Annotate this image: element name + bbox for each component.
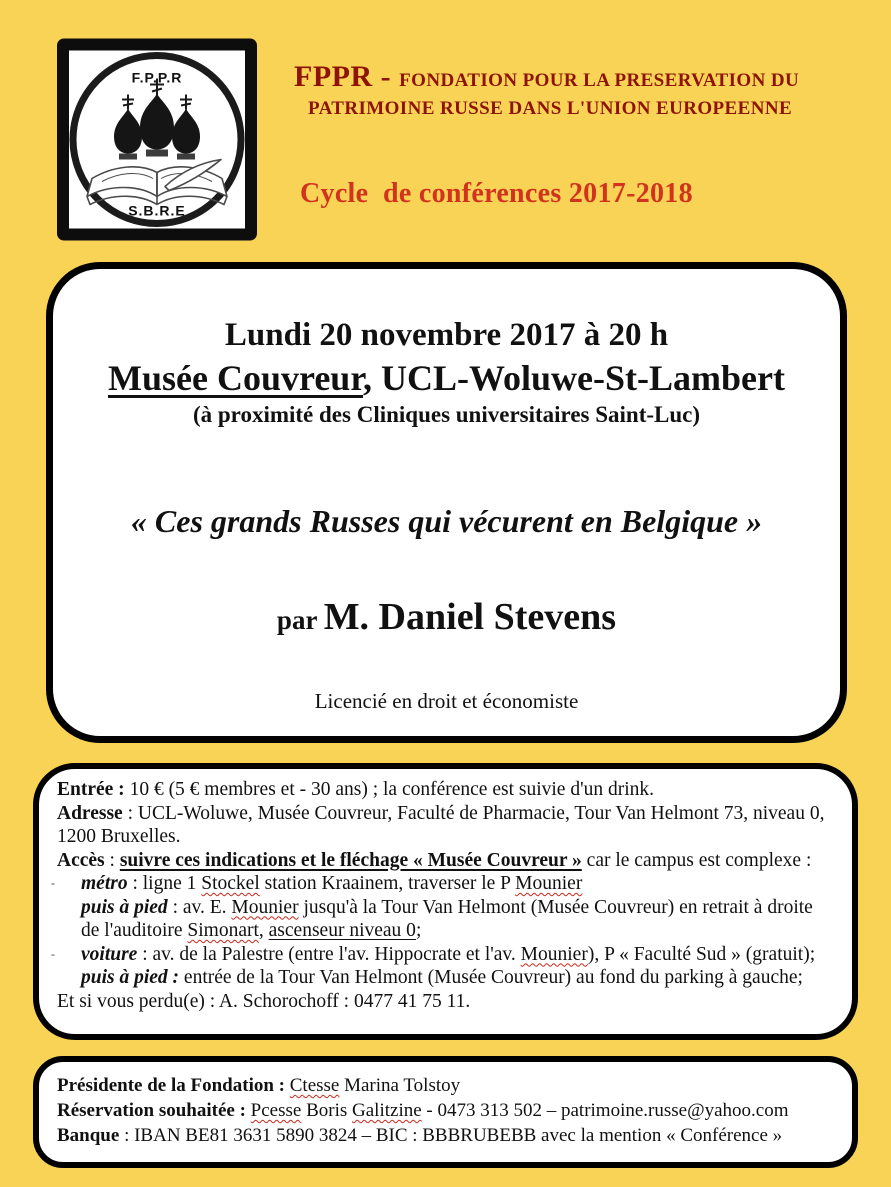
text-run: : ligne 1: [127, 873, 202, 894]
org-title-line1: [294, 60, 874, 95]
text-run: Ctesse: [289, 1075, 340, 1096]
text-run: car le campus est complexe :: [581, 849, 812, 871]
bullet-dash: -: [51, 876, 55, 890]
event-date: Lundi 20 novembre 2017 à 20 h: [224, 317, 669, 353]
text-run: : av. E.: [167, 896, 232, 918]
text-line: [57, 1123, 834, 1148]
text-run: Accès: [57, 849, 105, 871]
speaker-name: M. Daniel Stevens: [323, 596, 617, 638]
venue-location: , UCL-Woluwe-St-Lambert: [363, 358, 785, 398]
text-line: [57, 778, 832, 802]
text-line: [51, 943, 832, 990]
text-run: Et si vous perdu(e) : A. Schorochoff : 0477 41 75 11.: [57, 990, 471, 1012]
text-line: [57, 1098, 834, 1123]
open-book-icon: [87, 167, 227, 205]
text-run: Pcesse: [250, 1100, 302, 1121]
text-run: Marina Tolstoy: [339, 1075, 461, 1096]
text-run: : av. de la Palestre (entre l'av. Hippocrate et l'av.: [137, 943, 521, 965]
cycle-title: Cycle de conférences 2017-2018: [300, 178, 693, 209]
text-run: Stockel: [201, 873, 260, 894]
text-run: Présidente de la Fondation :: [57, 1075, 290, 1096]
text-run: : IBAN BE81 3631 5890 3824 – BIC : BBBRUBEBB avec la mention « Conférence »: [119, 1125, 783, 1146]
logo-text-sbre: S.B.R.E: [128, 202, 186, 219]
bullet-dash: -: [51, 946, 55, 961]
text-run: Mounier: [520, 943, 588, 965]
text-line: [57, 849, 832, 873]
text-run: ,: [258, 920, 269, 941]
text-line: [57, 1073, 834, 1098]
org-name-part2: PATRIMOINE RUSSE DANS L'UNION EUROPEENNE: [308, 97, 793, 119]
text-run: métro: [81, 873, 128, 894]
text-run: station Kraainem, traverser le P: [259, 873, 516, 894]
text-line: [57, 802, 832, 849]
text-run: Mounier: [515, 873, 583, 894]
event-venue: [53, 357, 840, 399]
text-run: Réservation souhaitée :: [57, 1100, 251, 1121]
text-run: puis à pied :: [81, 967, 180, 988]
venue-proximity: (à proximité des Cliniques universitaires Saint-Luc): [192, 402, 701, 427]
text-run: Entrée :: [57, 779, 130, 800]
logo-text-fppr: F.P.P.R: [131, 69, 183, 86]
text-run: Adresse: [57, 802, 123, 824]
text-line: [51, 872, 832, 896]
text-run: jusqu'à la Tour Van Helmont (Musée Couvreur) en retrait à droite de l'auditoire: [81, 896, 813, 941]
main-announcement-box: [46, 262, 847, 743]
speaker-credentials: Licencié en droit et économiste: [314, 689, 579, 713]
footer-box: [33, 1056, 858, 1168]
text-run: 10 € (5 € membres et - 30 ans) ; la conférence est suivie d'un drink.: [129, 779, 655, 800]
text-run: : UCL-Woluwe, Musée Couvreur, Faculté de Pharmacie, Tour Van Helmont 73, niveau 0, 1200 Bruxelles.: [57, 802, 825, 847]
fppr-logo: [57, 38, 257, 241]
text-run: Banque: [57, 1125, 120, 1146]
venue-name: Musée Couvreur: [108, 358, 364, 398]
info-box: [33, 763, 858, 1040]
text-run: Galitzine: [352, 1100, 422, 1121]
org-title: [294, 60, 874, 119]
org-acronym: FPPR -: [294, 60, 400, 93]
text-run: entrée de la Tour Van Helmont (Musée Couvreur) au fond du parking à gauche;: [179, 967, 803, 988]
org-name-part1: FONDATION POUR LA PRESERVATION DU: [399, 70, 800, 91]
text-line: [57, 990, 832, 1014]
speaker-line: [53, 595, 840, 639]
par-label: par: [276, 605, 324, 635]
text-run: Mounier: [231, 896, 299, 918]
text-line: [57, 896, 832, 943]
text-run: voiture: [81, 943, 138, 965]
text-run: - 0473 313 502 – patrimoine.russe@yahoo.com: [421, 1100, 789, 1121]
text-run: ;: [415, 920, 422, 941]
text-run: ), P « Faculté Sud » (gratuit);: [587, 943, 816, 965]
text-run: puis à pied: [81, 896, 168, 918]
text-run: ascenseur niveau 0: [268, 920, 416, 941]
lecture-title: « Ces grands Russes qui vécurent en Belgique »: [130, 503, 763, 539]
text-run: suivre ces indications et le fléchage « Musée Couvreur »: [119, 849, 582, 871]
text-run: Simonart: [187, 920, 259, 941]
text-run: :: [104, 849, 120, 871]
text-run: Boris: [301, 1100, 353, 1121]
